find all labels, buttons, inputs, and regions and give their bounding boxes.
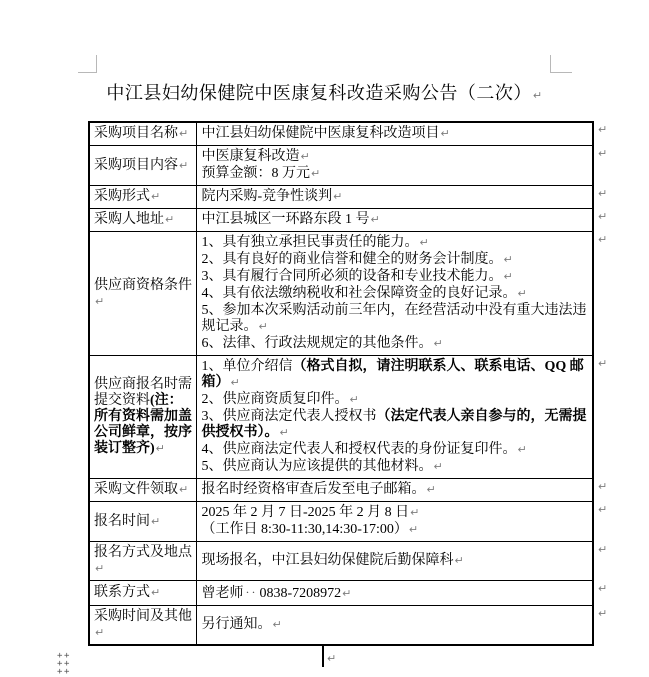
paragraph-mark-icon: ↵ bbox=[151, 190, 161, 203]
text-segment: （工作日 8:30-11:30,14:30-17:00） bbox=[201, 522, 408, 537]
text-segment: 2、供应商资质复印件。 bbox=[201, 392, 349, 407]
paragraph-mark-icon: ↵ bbox=[333, 190, 343, 203]
text-segment: 采购文件领取 bbox=[94, 482, 178, 497]
content-paragraph bbox=[202, 212, 591, 228]
content-paragraph bbox=[202, 584, 591, 602]
content-paragraph bbox=[202, 392, 591, 408]
paragraph-mark-icon: ↵ bbox=[342, 587, 352, 600]
table-row bbox=[89, 356, 593, 479]
end-of-row-mark-icon: ↵ bbox=[598, 503, 608, 516]
text-segment: 4、具有依法缴纳税收和社会保障资金的良好记录。 bbox=[201, 286, 517, 301]
paragraph-mark-icon: ↵ bbox=[433, 337, 443, 350]
text-segment: 中江县妇幼保健院中医康复科改造项目 bbox=[201, 126, 440, 141]
text-segment: 供应商资格条件 bbox=[94, 277, 192, 293]
paragraph-mark-icon: ↵ bbox=[179, 158, 189, 172]
margin-crop-mark-top-right-h bbox=[550, 72, 572, 73]
text-segment: 3、具有履行合同所必须的设备和专业技术能力。 bbox=[201, 269, 503, 284]
text-segment: 采购人地址 bbox=[94, 212, 164, 227]
paragraph-mark-icon: ↵ bbox=[517, 443, 527, 456]
row-content-cell[interactable] bbox=[196, 606, 593, 646]
paragraph-mark-icon: ↵ bbox=[349, 393, 359, 406]
text-segment: 另行通知。 bbox=[201, 617, 272, 632]
table-row bbox=[89, 146, 593, 186]
table-row bbox=[89, 122, 593, 146]
table-row bbox=[89, 186, 593, 209]
paragraph-mark-icon: ↵ bbox=[433, 460, 443, 473]
text-segment: 供应商报名时需提交资料 bbox=[94, 377, 192, 408]
paragraph-mark-icon: ↵ bbox=[300, 150, 310, 163]
content-paragraph bbox=[202, 409, 591, 441]
end-of-row-mark-icon: ↵ bbox=[598, 187, 608, 200]
text-segment: 1、单位介绍信 bbox=[201, 359, 293, 374]
text-segment: 报名方式及地点 bbox=[94, 545, 192, 560]
row-content-cell[interactable] bbox=[196, 209, 593, 232]
row-content-cell[interactable] bbox=[196, 479, 593, 502]
paragraph-mark-icon: ↵ bbox=[151, 586, 161, 599]
row-content-cell[interactable] bbox=[196, 581, 593, 606]
text-segment: 2025 年 2 月 7 日-2025 年 2 月 8 日 bbox=[201, 505, 410, 520]
end-of-row-mark-icon: ↵ bbox=[598, 543, 608, 556]
after-table-paragraph-mark-icon: ↵ bbox=[327, 652, 337, 665]
text-segment: 报名时间 bbox=[94, 513, 150, 529]
text-segment: (注：所有资料需加盖公司鲜章，按序装订整齐) bbox=[94, 393, 192, 456]
document-title-text: 中江县妇幼保健院中医康复科改造采购公告（二次） bbox=[106, 83, 532, 103]
row-label bbox=[94, 126, 194, 142]
paragraph-mark-icon: ↵ bbox=[517, 287, 527, 300]
table-row bbox=[89, 606, 593, 646]
text-segment: 中医康复科改造 bbox=[201, 149, 300, 164]
content-paragraph bbox=[202, 166, 591, 182]
text-segment: 采购项目名称 bbox=[94, 126, 178, 141]
row-content-cell[interactable] bbox=[196, 146, 593, 186]
row-content-cell[interactable] bbox=[196, 232, 593, 356]
paragraph-mark-icon: ↵ bbox=[151, 514, 161, 528]
content-paragraph bbox=[202, 522, 591, 538]
text-segment: 院内采购-竞争性谈判 bbox=[201, 189, 333, 204]
dot-mark-icon: + bbox=[64, 659, 70, 669]
text-segment: 4、供应商法定代表人和授权代表的身份证复印件。 bbox=[201, 442, 517, 457]
announcement-table bbox=[88, 121, 594, 646]
text-segment: ·· bbox=[245, 585, 258, 599]
table-row bbox=[89, 581, 593, 606]
margin-crop-mark-top-left-v bbox=[96, 55, 97, 73]
paragraph-mark-icon: ↵ bbox=[440, 127, 450, 140]
dot-mark-icon: + bbox=[57, 667, 63, 677]
margin-crop-mark-top-right-v bbox=[550, 55, 551, 73]
text-segment: 2、具有良好的商业信誉和健全的财务会计制度。 bbox=[201, 252, 503, 267]
paragraph-mark-icon: ↵ bbox=[155, 442, 165, 455]
row-content-cell[interactable] bbox=[196, 186, 593, 209]
text-segment: 0838-7208972 bbox=[259, 586, 342, 601]
row-content-cell[interactable] bbox=[196, 122, 593, 146]
row-label-cell[interactable] bbox=[89, 146, 196, 186]
row-label bbox=[94, 545, 194, 577]
margin-crop-mark-top-left-h bbox=[78, 72, 97, 73]
row-label-cell[interactable] bbox=[89, 581, 196, 606]
row-content-cell[interactable] bbox=[196, 542, 593, 581]
content-paragraph bbox=[202, 286, 591, 302]
row-label-cell[interactable] bbox=[89, 479, 196, 502]
end-of-row-mark-icon: ↵ bbox=[598, 480, 608, 493]
row-label bbox=[94, 212, 194, 228]
paragraph-mark-icon: ↵ bbox=[230, 376, 240, 389]
dot-mark-icon: + bbox=[57, 651, 63, 661]
row-content-cell[interactable] bbox=[196, 356, 593, 479]
text-segment: 采购形式 bbox=[94, 189, 150, 204]
text-segment: （法定代表人亲自参与的，无需提供授权书）。 bbox=[201, 409, 587, 440]
end-of-row-mark-icon: ↵ bbox=[598, 357, 608, 370]
paragraph-mark-icon: ↵ bbox=[179, 483, 189, 496]
row-label bbox=[94, 158, 194, 174]
end-of-row-mark-icon: ↵ bbox=[598, 607, 608, 620]
content-paragraph bbox=[202, 126, 591, 142]
paragraph-mark-icon: ↵ bbox=[426, 483, 436, 496]
content-paragraph bbox=[202, 482, 591, 498]
text-segment: 预算金额：8 万元 bbox=[201, 166, 310, 181]
row-label bbox=[94, 482, 194, 498]
paragraph-mark-icon: ↵ bbox=[532, 89, 543, 102]
row-label bbox=[94, 189, 194, 205]
paragraph-mark-icon: ↵ bbox=[419, 236, 429, 249]
text-segment: 采购项目内容 bbox=[94, 157, 178, 173]
paragraph-mark-icon: ↵ bbox=[311, 167, 321, 180]
row-label-cell[interactable] bbox=[89, 356, 196, 479]
content-paragraph bbox=[202, 303, 591, 335]
dot-mark-icon: + bbox=[64, 667, 70, 677]
table-row bbox=[89, 479, 593, 502]
content-paragraph bbox=[202, 459, 591, 475]
paragraph-mark-icon: ↵ bbox=[258, 320, 268, 333]
row-label bbox=[94, 278, 194, 310]
content-paragraph bbox=[202, 336, 591, 352]
paragraph-mark-icon: ↵ bbox=[95, 294, 105, 308]
content-paragraph bbox=[202, 553, 591, 569]
paragraph-mark-icon: ↵ bbox=[503, 253, 513, 266]
row-label-cell[interactable] bbox=[89, 122, 196, 146]
row-label-cell[interactable] bbox=[89, 232, 196, 356]
table-row bbox=[89, 542, 593, 581]
text-segment: 曾老师 bbox=[201, 586, 244, 601]
paragraph-mark-icon: ↵ bbox=[410, 506, 420, 519]
paragraph-mark-icon: ↵ bbox=[408, 523, 419, 536]
row-label bbox=[94, 609, 194, 641]
paragraph-mark-icon: ↵ bbox=[272, 618, 282, 631]
content-paragraph bbox=[202, 269, 591, 285]
row-label-cell[interactable] bbox=[89, 186, 196, 209]
document-title[interactable] bbox=[0, 83, 649, 106]
content-paragraph bbox=[202, 359, 591, 391]
paragraph-mark-icon: ↵ bbox=[95, 562, 105, 575]
row-label-cell[interactable] bbox=[89, 542, 196, 581]
row-label bbox=[94, 377, 194, 457]
content-paragraph bbox=[202, 189, 591, 205]
row-label-cell[interactable] bbox=[89, 502, 196, 542]
row-content-cell[interactable] bbox=[196, 502, 593, 542]
end-of-row-mark-icon: ↵ bbox=[598, 147, 608, 160]
text-segment: 5、供应商认为应该提供的其他材料。 bbox=[201, 459, 433, 474]
end-of-row-mark-icon: ↵ bbox=[598, 210, 608, 223]
text-segment: 采购时间及其他 bbox=[94, 609, 192, 624]
paragraph-mark-icon: ↵ bbox=[370, 213, 380, 226]
paragraph-mark-icon: ↵ bbox=[95, 626, 105, 639]
dot-mark-icon: + bbox=[57, 659, 63, 669]
table-row bbox=[89, 232, 593, 356]
end-of-row-mark-icon: ↵ bbox=[598, 233, 608, 246]
row-label-cell[interactable] bbox=[89, 606, 196, 646]
paragraph-mark-icon: ↵ bbox=[279, 426, 289, 439]
content-paragraph bbox=[202, 149, 591, 165]
paragraph-mark-icon: ↵ bbox=[503, 270, 513, 283]
text-segment: 现场报名，中江县妇幼保健院后勤保障科 bbox=[201, 553, 454, 568]
end-of-row-mark-icon: ↵ bbox=[598, 582, 608, 595]
text-segment: 报名时经资格审查后发至电子邮箱。 bbox=[201, 482, 426, 497]
content-paragraph bbox=[202, 505, 591, 521]
text-segment: 3、供应商法定代表人授权书 bbox=[201, 409, 377, 424]
text-segment: （格式自拟，请注明联系人、联系电话、QQ 邮箱） bbox=[201, 359, 584, 390]
announcement-table-body bbox=[89, 122, 593, 645]
paragraph-mark-icon: ↵ bbox=[179, 127, 189, 140]
text-segment: 5、参加本次采购活动前三年内，在经营活动中没有重大违法违规记录。 bbox=[201, 303, 587, 334]
content-paragraph bbox=[202, 235, 591, 251]
text-segment: 1、具有独立承担民事责任的能力。 bbox=[201, 235, 419, 250]
text-segment: 中江县城区一环路东段 1 号 bbox=[201, 212, 370, 227]
content-paragraph bbox=[202, 442, 591, 458]
dot-mark-icon: + bbox=[64, 651, 70, 661]
paragraph-mark-icon: ↵ bbox=[165, 213, 175, 226]
row-label-cell[interactable] bbox=[89, 209, 196, 232]
text-segment: 6、法律、行政法规规定的其他条件。 bbox=[201, 336, 433, 351]
paragraph-mark-icon: ↵ bbox=[454, 554, 464, 567]
text-segment: 联系方式 bbox=[94, 585, 150, 600]
row-label bbox=[94, 514, 194, 530]
row-label bbox=[94, 585, 194, 601]
table-row bbox=[89, 209, 593, 232]
text-cursor bbox=[322, 645, 324, 667]
table-row bbox=[89, 502, 593, 542]
end-of-row-mark-icon: ↵ bbox=[598, 123, 608, 136]
content-paragraph bbox=[202, 617, 591, 633]
content-paragraph bbox=[202, 252, 591, 268]
